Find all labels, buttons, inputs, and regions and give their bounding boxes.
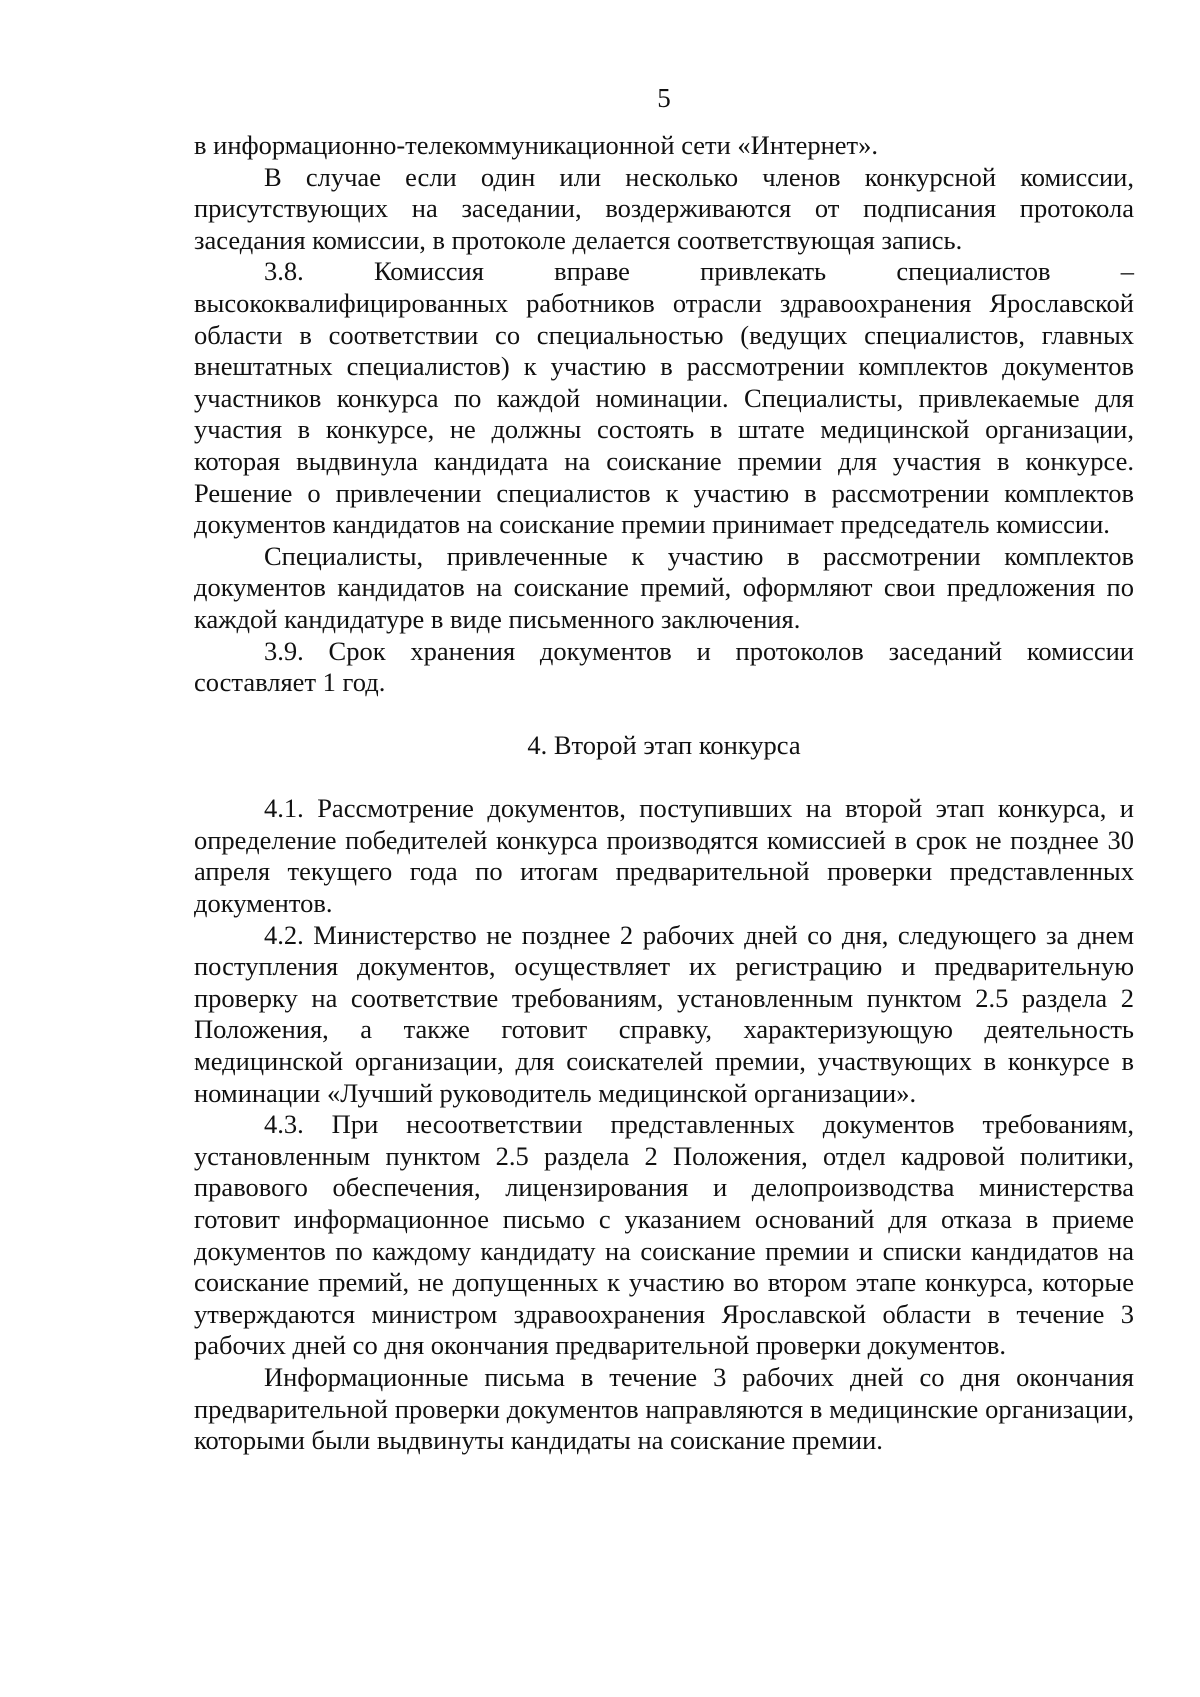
paragraph-abstention: В случае если один или несколько членов конкурсной комиссии, присутствующих на заседании, воздерживаются от подписания протокола заседания комиссии, в протоколе делается соответствующая запись. <box>194 161 1134 255</box>
page-number: 5 <box>657 83 671 113</box>
paragraph-info-letters: Информационные письма в течение 3 рабочих дней со дня окончания предварительной проверки документов направляются в медицинские организации, которыми были выдвинуты кандидаты на соискание премии. <box>194 1361 1134 1456</box>
paragraph-3-9: 3.9. Срок хранения документов и протоколов заседаний комиссии составляет 1 год. <box>194 635 1134 698</box>
paragraph-4-1: 4.1. Рассмотрение документов, поступивших на второй этап конкурса, и определение победителей конкурса производятся комиссией в срок не позднее 30 апреля текущего года по итогам предварительной проверки представленных документов. <box>194 793 1134 919</box>
paragraph-4-2: 4.2. Министерство не позднее 2 рабочих дней со дня, следующего за днем поступления документов, осуществляет их регистрацию и предварительную проверку на соответствие требованиям, установленным пунктом 2.5 раздела 2 Положения, а также готовит справку, характеризующую деятельность медицинской организации, для соискателей премии, участвующих в конкурсе в номинации «Лучший руководитель медицинской организации». <box>194 919 1134 1108</box>
paragraph-continuation: в информационно-телекоммуникационной сети «Интернет». <box>194 130 878 160</box>
paragraph-4-3: 4.3. При несоответствии представленных документов требованиям, установленным пунктом 2.5 раздела 2 Положения, отдел кадровой политики, правового обеспечения, лицензирования и делопроизводства министерства готовит информационное письмо с указанием оснований для отказа в приеме документов по каждому кандидату на соискание премии и списки кандидатов на соискание премий, не допущенных к участию во втором этапе конкурса, которые утверждаются министром здравоохранения Ярославской области в течение 3 рабочих дней со дня окончания предварительной проверки документов. <box>194 1109 1134 1361</box>
paragraph-specialists: Специалисты, привлеченные к участию в рассмотрении комплектов документов кандидатов на соискание премий, оформляют свои предложения по каждой кандидатуре в виде письменного заключения. <box>194 540 1134 634</box>
document-page <box>194 82 1134 1457</box>
paragraph-3-8: 3.8. Комиссия вправе привлекать специалистов – высококвалифицированных работников отрасли здравоохранения Ярославской области в соответствии со специальностью (ведущих специалистов, главных внештатных специалистов) к участию в рассмотрении комплектов документов участников конкурса по каждой номинации. Специалисты, привлекаемые для участия в конкурсе, не должны состоять в штате медицинской организации, которая выдвинула кандидата на соискание премии для участия в конкурсе. Решение о привлечении специалистов к участию в рассмотрении комплектов документов кандидатов на соискание премии принимает председатель комиссии. <box>194 256 1134 540</box>
section-heading: 4. Второй этап конкурса <box>527 729 801 760</box>
